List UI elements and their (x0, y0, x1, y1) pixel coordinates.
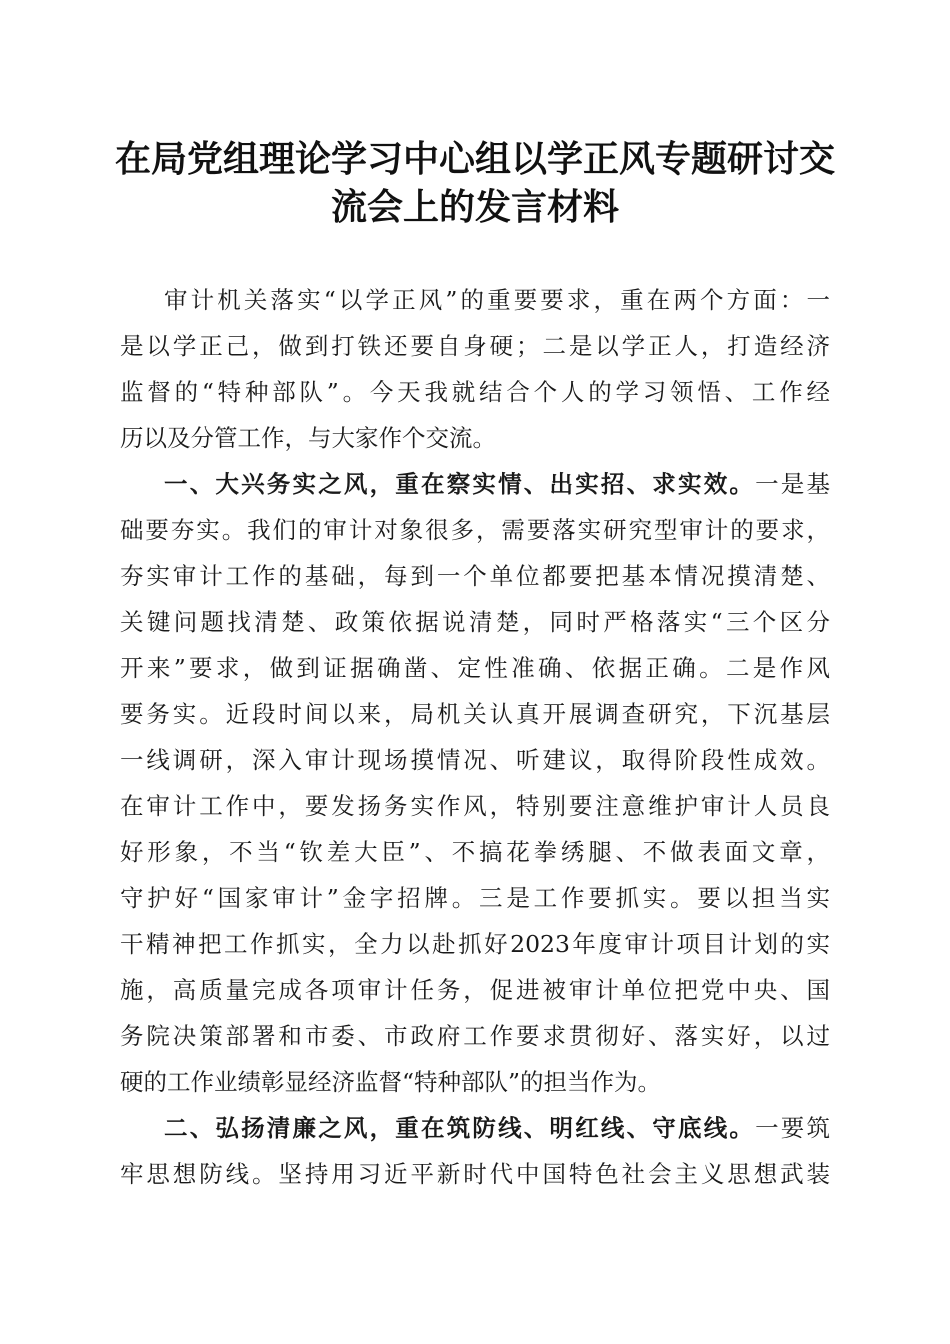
section-1-line: 要务实。近段时间以来，局机关认真开展调查研究，下沉基层 (120, 700, 830, 728)
intro-line: 是以学正己，做到打铁还要自身硬；二是以学正人，打造经济 (120, 332, 830, 360)
section-1-line: 务院决策部署和市委、市政府工作要求贯彻好、落实好，以过 (120, 1022, 830, 1050)
intro-line: 审计机关落实“以学正风”的重要要求，重在两个方面：一 (164, 286, 830, 314)
section-2-line: 牢思想防线。坚持用习近平新时代中国特色社会主义思想武装 (120, 1160, 830, 1188)
section-1-line: 干精神把工作抓实，全力以赴抓好2023年度审计项目计划的实 (120, 930, 830, 958)
section-1-line: 一线调研，深入审计现场摸情况、听建议，取得阶段性成效。 (120, 746, 830, 774)
section-1-line: 础要夯实。我们的审计对象很多，需要落实研究型审计的要求， (120, 516, 830, 544)
section-1-heading: 一、大兴务实之风，重在察实情、出实招、求实效。 (164, 470, 756, 498)
section-1-line: 守护好“国家审计”金字招牌。三是工作要抓实。要以担当实 (120, 884, 830, 912)
document-body (120, 277, 830, 1197)
section-1-first-line (120, 461, 830, 507)
section-1-first-line-rest: 一是基 (755, 470, 831, 498)
intro-line: 监督的“特种部队”。今天我就结合个人的学习领悟、工作经 (120, 378, 830, 406)
section-1-line: 硬的工作业绩彰显经济监督“特种部队”的担当作为。 (120, 1068, 662, 1096)
section-1-line: 施，高质量完成各项审计任务，促进被审计单位把党中央、国 (120, 976, 830, 1004)
section-1-line: 在审计工作中，要发扬务实作风，特别要注意维护审计人员良 (120, 792, 830, 820)
section-1-line: 夯实审计工作的基础，每到一个单位都要把基本情况摸清楚、 (120, 562, 830, 590)
document-title-line-2: 流会上的发言材料 (330, 186, 619, 228)
intro-line: 历以及分管工作，与大家作个交流。 (120, 424, 496, 452)
section-1-line: 好形象，不当“钦差大臣”、不搞花拳绣腿、不做表面文章， (120, 838, 830, 866)
section-2-first-line-rest: 一要筑 (755, 1114, 831, 1142)
section-1-line: 关键问题找清楚、政策依据说清楚，同时严格落实“三个区分 (120, 608, 830, 636)
document-title-line-1: 在局党组理论学习中心组以学正风专题研讨交 (114, 138, 835, 180)
section-2-first-line (120, 1105, 830, 1151)
section-1-line: 开来”要求，做到证据确凿、定性准确、依据正确。二是作风 (120, 654, 830, 682)
section-2-heading: 二、弘扬清廉之风，重在筑防线、明红线、守底线。 (164, 1114, 756, 1142)
